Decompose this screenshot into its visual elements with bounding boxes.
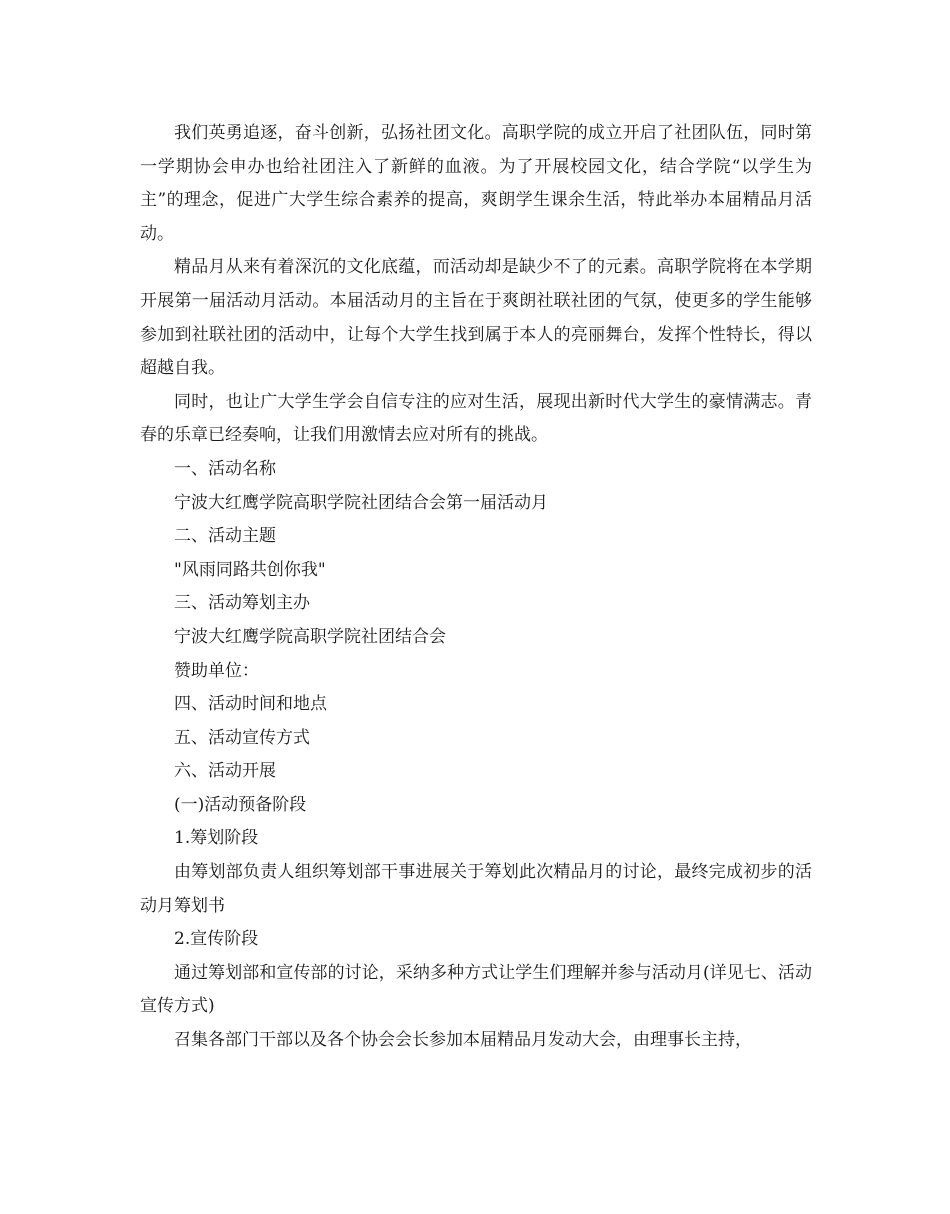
heading-publicity-stage: 2.宣传阶段 [174, 929, 259, 950]
heading-preparation-stage: (一)活动预备阶段 [174, 794, 307, 815]
heading-promotion: 五、活动宣传方式 [174, 727, 310, 748]
document-body [140, 117, 812, 1058]
heading-activity-theme: 二、活动主题 [174, 526, 276, 547]
activity-name-text: 宁波大红鹰学院高职学院社团结合会第一届活动月 [174, 492, 548, 513]
heading-time-place: 四、活动时间和地点 [174, 694, 327, 715]
paragraph-outlook: 同时，也让广大学生学会自信专注的应对生活，展现出新时代大学生的豪情满志。青春的乐章已经奏响，让我们用激情去应对所有的挑战。 [140, 391, 812, 446]
paragraph-intro: 我们英勇追逐，奋斗创新，弘扬社团文化。高职学院的成立开启了社团队伍，同时第一学期协会申办也给社团注入了新鲜的血液。为了开展校园文化，结合学院“以学生为主”的理念，促进广大学生综合素养的提高，爽朗学生课余生活，特此举办本届精品月活动。 [140, 123, 812, 244]
mobilization-text: 召集各部门干部以及各个协会会长参加本届精品月发动大会，由理事长主持， [174, 1030, 752, 1051]
activity-theme-text: "风雨同路共创你我" [174, 559, 326, 580]
heading-planning-stage: 1.筹划阶段 [174, 828, 259, 849]
paragraph-purpose: 精品月从来有着深沉的文化底蕴，而活动却是缺少不了的元素。高职学院将在本学期开展第一届活动月活动。本届活动月的主旨在于爽朗社联社团的气氛，使更多的学生能够参加到社联社团的活动中，让每个大学生找到属于本人的亮丽舞台，发挥个性特长，得以超越自我。 [140, 257, 812, 379]
organizer-text: 宁波大红鹰学院高职学院社团结合会 [174, 626, 446, 647]
heading-organizer: 三、活动筹划主办 [174, 593, 310, 614]
planning-stage-text: 由筹划部负责人组织筹划部干事进展关于筹划此次精品月的讨论，最终完成初步的活动月筹划书 [140, 862, 812, 916]
heading-activity-development: 六、活动开展 [174, 761, 276, 782]
sponsor-label: 赞助单位： [174, 660, 259, 681]
heading-activity-name: 一、活动名称 [174, 458, 276, 479]
publicity-stage-text: 通过筹划部和宣传部的讨论，采纳多种方式让学生们理解并参与活动月(详见七、活动宣传方式) [140, 962, 812, 1017]
